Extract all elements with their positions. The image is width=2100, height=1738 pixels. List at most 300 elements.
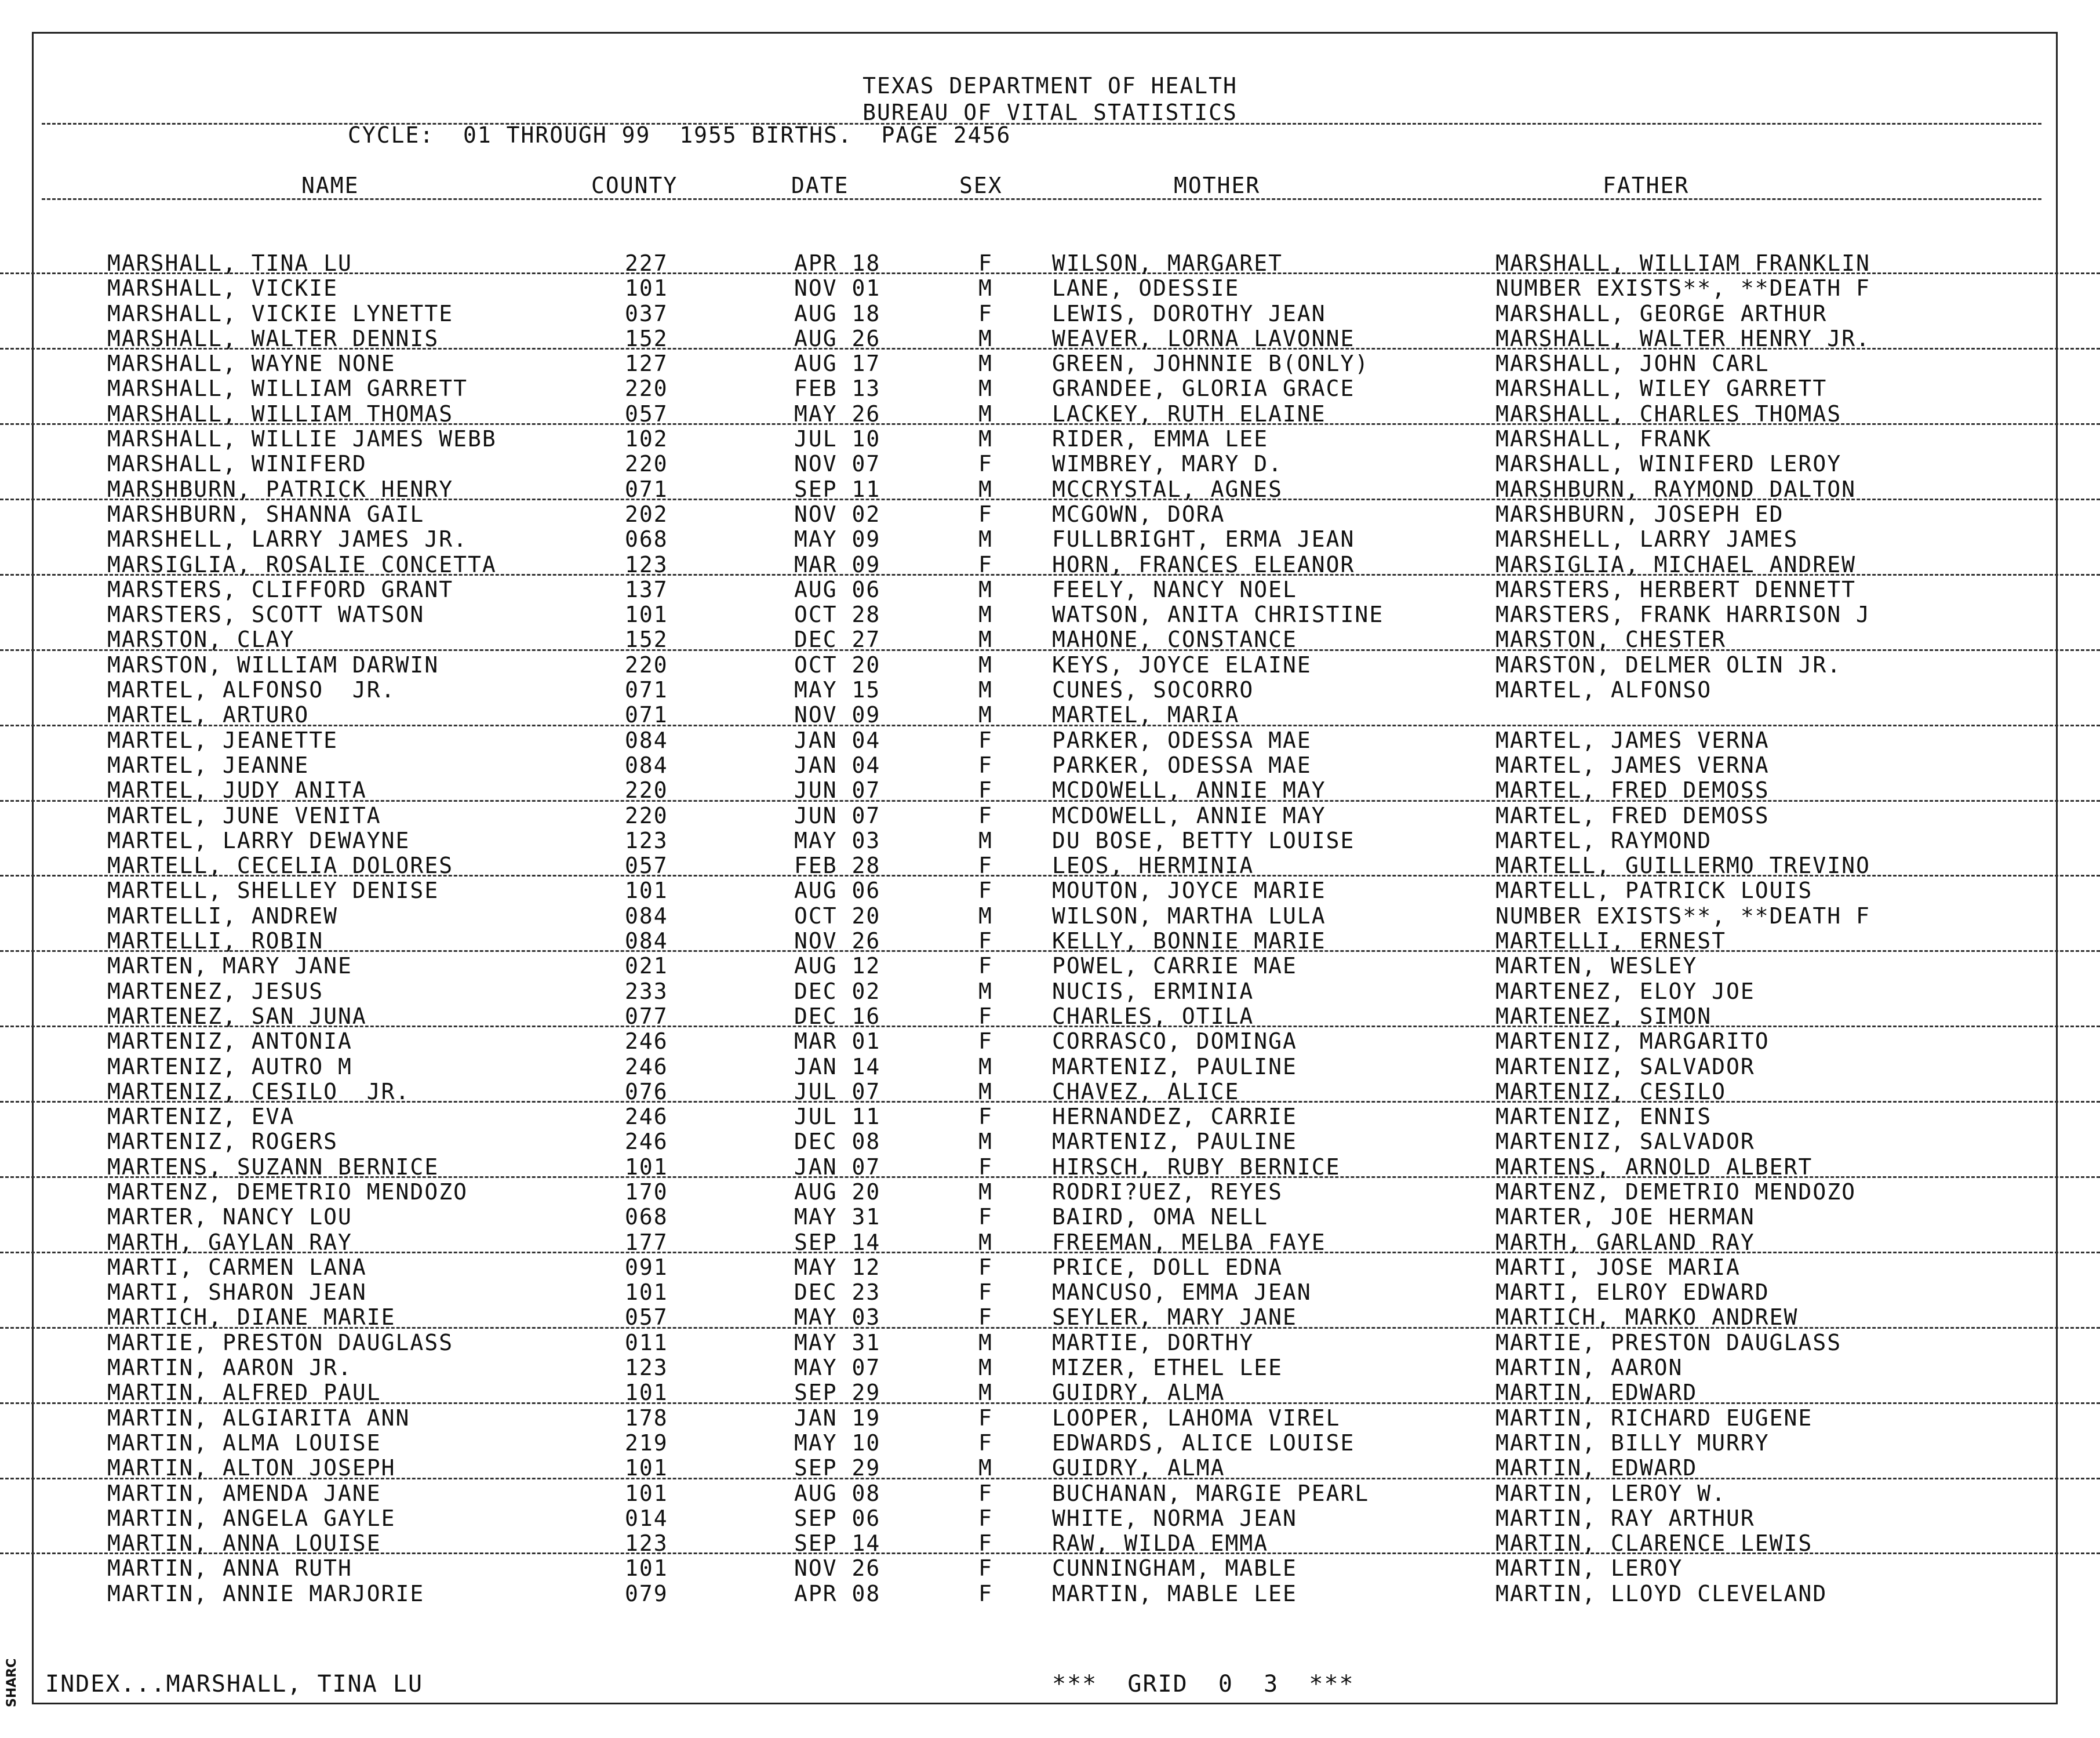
column-header-sex: SEX [959,173,1003,198]
cell-date: JUN 07 [794,802,881,828]
cell-mother: GREEN, JOHNNIE B(ONLY) [1052,351,1370,377]
cell-date: AUG 26 [794,325,881,351]
cell-mother: CUNNINGHAM, MABLE [1052,1555,1297,1581]
cell-mother: MCDOWELL, ANNIE MAY [1052,777,1326,803]
cell-date: MAY 09 [794,526,881,552]
cell-date: SEP 14 [794,1229,881,1255]
cell-mother: PARKER, ODESSA MAE [1052,727,1312,753]
cell-mother: MIZER, ETHEL LEE [1052,1355,1283,1381]
records-table [0,249,2100,1605]
cell-county: 084 [625,727,668,753]
cell-sex: M [978,677,993,703]
cell-name: MARSTERS, SCOTT WATSON [107,602,425,628]
cell-father: MARTENIZ, SALVADOR [1495,1053,1755,1079]
cell-county: 011 [625,1329,668,1355]
table-row [0,500,2100,525]
cell-county: 178 [625,1405,668,1431]
cell-sex: F [978,1405,993,1431]
cell-county: 101 [625,1154,668,1180]
cell-sex: F [978,953,993,979]
table-row [0,300,2100,325]
cell-sex: M [978,1380,993,1406]
cell-county: 137 [625,576,668,602]
cell-sex: M [978,576,993,602]
cell-name: MARTEL, JEANETTE [107,727,339,753]
table-row [0,1429,2100,1454]
cell-date: SEP 14 [794,1530,881,1557]
cell-county: 123 [625,1530,668,1557]
cell-sex: F [978,878,993,904]
cell-name: MARTIN, ANNA RUTH [107,1555,352,1581]
cell-date: DEC 08 [794,1129,881,1155]
cell-name: MARTENIZ, EVA [107,1104,295,1130]
cell-name: MARTELLI, ANDREW [107,903,339,929]
cell-sex: F [978,928,993,954]
cell-date: JAN 04 [794,752,881,778]
cell-name: MARTIN, ALTON JOSEPH [107,1455,396,1481]
cell-date: MAY 26 [794,401,881,427]
cell-date: DEC 23 [794,1279,881,1306]
cell-name: MARSHALL, TINA LU [107,250,352,276]
cell-date: MAY 03 [794,827,881,853]
cell-mother: CHAVEZ, ALICE [1052,1078,1240,1104]
cell-mother: EDWARDS, ALICE LOUISE [1052,1430,1355,1456]
cell-county: 123 [625,827,668,853]
department-title: TEXAS DEPARTMENT OF HEALTH [862,73,1238,99]
column-header-father: FATHER [1603,173,1690,198]
cell-mother: MARTIE, DORTHY [1052,1329,1254,1355]
cell-date: APR 18 [794,250,881,276]
table-row [0,852,2100,877]
table-row [0,1479,2100,1504]
cell-mother: GUIDRY, ALMA [1052,1380,1225,1406]
cell-sex: F [978,727,993,753]
cell-sex: F [978,1028,993,1055]
cell-father: MARTENIZ, CESILO [1495,1078,1727,1104]
cell-father: MARSHELL, LARRY JAMES [1495,526,1799,552]
cell-sex: F [978,250,993,276]
table-row [0,626,2100,653]
cell-father: MARTI, JOSE MARIA [1495,1254,1741,1280]
cell-father: MARSHALL, WALTER HENRY JR. [1495,325,1870,351]
cell-sex: F [978,1104,993,1130]
cell-name: MARTICH, DIANE MARIE [107,1304,396,1330]
cell-sex: F [978,1580,993,1606]
cell-father: MARTEL, FRED DEMOSS [1495,802,1770,828]
cell-date: FEB 28 [794,853,881,879]
cell-sex: M [978,526,993,552]
cell-date: MAY 12 [794,1254,881,1280]
cell-county: 076 [625,1078,668,1104]
cell-name: MARSTON, CLAY [107,627,295,653]
cell-father: MARSHBURN, RAYMOND DALTON [1495,476,1856,502]
cell-sex: F [978,853,993,879]
cell-date: JUL 07 [794,1078,881,1104]
cell-mother: SEYLER, MARY JANE [1052,1304,1297,1330]
cell-name: MARTIN, ALFRED PAUL [107,1380,381,1406]
table-row [0,1027,2100,1055]
cell-sex: F [978,752,993,778]
table-row [0,400,2100,425]
table-row [0,475,2100,500]
cell-name: MARTENZ, DEMETRIO MENDOZO [107,1179,468,1205]
cell-name: MARTEL, ALFONSO JR. [107,677,396,703]
column-header-county: COUNTY [591,173,678,198]
table-row [0,1504,2100,1529]
cell-county: 170 [625,1179,668,1205]
table-row [0,751,2100,776]
cell-mother: HERNANDEZ, CARRIE [1052,1104,1297,1130]
cell-sex: M [978,325,993,351]
cell-date: AUG 08 [794,1480,881,1506]
cell-sex: M [978,827,993,853]
table-row [0,1354,2100,1379]
cell-mother: NUCIS, ERMINIA [1052,978,1254,1004]
cell-county: 084 [625,752,668,778]
cell-father: MARTENEZ, SIMON [1495,1003,1712,1029]
cell-sex: F [978,1530,993,1557]
cell-sex: M [978,1229,993,1255]
cell-name: MARTEL, JUNE VENITA [107,802,381,828]
cell-father: MARTELLI, ERNEST [1495,928,1727,954]
cell-mother: MCGOWN, DORA [1052,501,1225,527]
cell-mother: PARKER, ODESSA MAE [1052,752,1312,778]
cell-father: MARSHALL, WILLIAM FRANKLIN [1495,250,1870,276]
cell-mother: MCCRYSTAL, AGNES [1052,476,1283,502]
cell-father: MARSTON, DELMER OLIN JR. [1495,652,1842,678]
cell-mother: MAHONE, CONSTANCE [1052,627,1297,653]
table-row [0,1103,2100,1128]
cell-name: MARTELL, SHELLEY DENISE [107,878,439,904]
cell-sex: M [978,1329,993,1355]
table-row [0,1529,2100,1557]
cell-name: MARSHALL, WILLIAM THOMAS [107,401,454,427]
cell-date: OCT 20 [794,652,881,678]
table-row [0,1303,2100,1328]
cell-county: 152 [625,627,668,653]
cell-mother: MARTENIZ, PAULINE [1052,1129,1297,1155]
cell-name: MARSTERS, CLIFFORD GRANT [107,576,454,602]
cell-mother: MOUTON, JOYCE MARIE [1052,878,1326,904]
cell-name: MARTENIZ, ANTONIA [107,1028,352,1055]
cell-father: MARSTERS, FRANK HARRISON J [1495,602,1870,628]
cell-county: 068 [625,526,668,552]
cell-sex: M [978,275,993,301]
table-row [0,977,2100,1002]
cell-name: MARTIE, PRESTON DAUGLASS [107,1329,454,1355]
table-row [0,726,2100,751]
cell-date: MAY 10 [794,1430,881,1456]
cell-date: OCT 20 [794,903,881,929]
cell-father: MARTI, ELROY EDWARD [1495,1279,1770,1306]
cell-father: MARTEL, ALFONSO [1495,677,1712,703]
cell-mother: KEYS, JOYCE ELAINE [1052,652,1312,678]
cell-mother: MANCUSO, EMMA JEAN [1052,1279,1312,1306]
cell-date: NOV 07 [794,451,881,477]
cell-sex: M [978,376,993,402]
cell-sex: M [978,1179,993,1205]
table-row [0,601,2100,626]
cell-county: 021 [625,953,668,979]
cell-date: JAN 14 [794,1053,881,1079]
cell-county: 220 [625,777,668,803]
table-row [0,1078,2100,1103]
cell-mother: DU BOSE, BETTY LOUISE [1052,827,1355,853]
cell-mother: WEAVER, LORNA LAVONNE [1052,325,1355,351]
cell-mother: POWEL, CARRIE MAE [1052,953,1297,979]
cell-county: 068 [625,1204,668,1230]
cell-sex: M [978,903,993,929]
cell-sex: F [978,551,993,577]
footer-grid: *** GRID 0 3 *** [1052,1671,1355,1697]
cell-name: MARSHBURN, PATRICK HENRY [107,476,454,502]
cell-date: AUG 18 [794,300,881,326]
cell-father: MARTENEZ, ELOY JOE [1495,978,1755,1004]
cell-father: MARSHALL, GEORGE ARTHUR [1495,300,1828,326]
cell-date: SEP 29 [794,1380,881,1406]
cell-county: 219 [625,1430,668,1456]
cell-date: JAN 19 [794,1405,881,1431]
cell-name: MARTIN, ANNA LOUISE [107,1530,381,1557]
cell-date: MAR 01 [794,1028,881,1055]
cell-county: 177 [625,1229,668,1255]
cell-date: NOV 02 [794,501,881,527]
cell-date: AUG 12 [794,953,881,979]
cell-father: MARSTON, CHESTER [1495,627,1727,653]
cell-county: 246 [625,1028,668,1055]
table-row [0,425,2100,450]
cell-date: JUL 11 [794,1104,881,1130]
cell-mother: CORRASCO, DOMINGA [1052,1028,1297,1055]
cell-name: MARSHALL, WILLIE JAMES WEBB [107,426,497,452]
cell-mother: KELLY, BONNIE MARIE [1052,928,1326,954]
cell-county: 246 [625,1053,668,1079]
cell-date: SEP 11 [794,476,881,502]
cell-county: 123 [625,1355,668,1381]
cell-county: 220 [625,802,668,828]
cell-name: MARTEL, JUDY ANITA [107,777,367,803]
table-row [0,450,2100,475]
cell-name: MARSHALL, VICKIE [107,275,339,301]
footer-index: INDEX...MARSHALL, TINA LU [45,1671,424,1697]
cell-father: MARSHALL, WILEY GARRETT [1495,376,1828,402]
cell-father: MARTIN, LEROY W. [1495,1480,1727,1506]
cell-name: MARTENIZ, ROGERS [107,1129,339,1155]
table-row [0,576,2100,601]
table-row [0,651,2100,676]
cell-date: DEC 16 [794,1003,881,1029]
cell-date: SEP 06 [794,1505,881,1531]
cell-mother: BAIRD, OMA NELL [1052,1204,1269,1230]
table-row [0,1002,2100,1027]
cell-father: MARSHALL, CHARLES THOMAS [1495,401,1842,427]
cell-father: MARSHALL, FRANK [1495,426,1712,452]
cell-name: MARTIN, ANNIE MARJORIE [107,1580,425,1606]
table-row [0,1128,2100,1155]
cell-name: MARTENEZ, JESUS [107,978,324,1004]
cell-date: JUN 07 [794,777,881,803]
cell-date: SEP 29 [794,1455,881,1481]
cell-father: MARTIN, LEROY [1495,1555,1683,1581]
cell-father: MARTELL, PATRICK LOUIS [1495,878,1813,904]
cell-sex: M [978,1129,993,1155]
cell-county: 220 [625,451,668,477]
cell-sex: F [978,1279,993,1306]
cell-county: 077 [625,1003,668,1029]
cell-county: 101 [625,1279,668,1306]
cell-father: MARTIN, RAY ARTHUR [1495,1505,1755,1531]
cell-county: 152 [625,325,668,351]
cell-mother: HIRSCH, RUBY BERNICE [1052,1154,1341,1180]
cell-father: MARTH, GARLAND RAY [1495,1229,1755,1255]
cell-county: 101 [625,1480,668,1506]
table-row [0,927,2100,952]
table-row [0,1404,2100,1429]
cell-county: 101 [625,275,668,301]
cell-sex: F [978,1003,993,1029]
cell-mother: WILSON, MARGARET [1052,250,1283,276]
cell-sex: M [978,702,993,728]
cell-father: MARTIN, RICHARD EUGENE [1495,1405,1813,1431]
cell-sex: M [978,602,993,628]
cell-name: MARTIN, ALGIARITA ANN [107,1405,410,1431]
table-row [0,1178,2100,1203]
table-row [0,374,2100,402]
table-row [0,551,2100,576]
table-row [0,274,2100,299]
cell-mother: CHARLES, OTILA [1052,1003,1254,1029]
cell-father: MARSIGLIA, MICHAEL ANDREW [1495,551,1856,577]
cell-mother: FEELY, NANCY NOEL [1052,576,1297,602]
cell-mother: RIDER, EMMA LEE [1052,426,1269,452]
bureau-title: BUREAU OF VITAL STATISTICS [862,100,1238,125]
cell-date: APR 08 [794,1580,881,1606]
cell-county: 084 [625,928,668,954]
cell-mother: FREEMAN, MELBA FAYE [1052,1229,1326,1255]
cell-mother: CUNES, SOCORRO [1052,677,1254,703]
cell-county: 071 [625,677,668,703]
cell-name: MARTELLI, ROBIN [107,928,324,954]
cell-father: MARTIN, LLOYD CLEVELAND [1495,1580,1828,1606]
cell-father: MARTEL, JAMES VERNA [1495,752,1770,778]
table-row [0,952,2100,977]
cell-date: FEB 13 [794,376,881,402]
cell-father: MARTIN, BILLY MURRY [1495,1430,1770,1456]
cell-sex: F [978,1480,993,1506]
cell-mother: WILSON, MARTHA LULA [1052,903,1326,929]
cell-father: MARTIE, PRESTON DAUGLASS [1495,1329,1842,1355]
margin-stamp: SHARC [5,1658,19,1707]
cell-name: MARTI, SHARON JEAN [107,1279,367,1306]
cell-father: NUMBER EXISTS**, **DEATH F [1495,903,1870,929]
cell-date: OCT 28 [794,602,881,628]
cell-sex: M [978,476,993,502]
cell-name: MARSHELL, LARRY JAMES JR. [107,526,468,552]
cell-father: MARTENIZ, SALVADOR [1495,1129,1755,1155]
cell-mother: BUCHANAN, MARGIE PEARL [1052,1480,1370,1506]
cell-sex: F [978,300,993,326]
cell-father: MARTIN, AARON [1495,1355,1683,1381]
table-row [0,1454,2100,1479]
cell-date: NOV 26 [794,928,881,954]
cell-date: DEC 02 [794,978,881,1004]
cell-mother: LACKEY, RUTH ELAINE [1052,401,1326,427]
cell-date: AUG 17 [794,351,881,377]
cell-name: MARTENEZ, SAN JUNA [107,1003,367,1029]
table-row [0,1379,2100,1404]
cell-sex: M [978,351,993,377]
cell-mother: RAW, WILDA EMMA [1052,1530,1269,1557]
table-row [0,902,2100,927]
cell-name: MARTENIZ, CESILO JR. [107,1078,410,1104]
cell-date: MAY 15 [794,677,881,703]
table-row [0,350,2100,377]
cell-sex: F [978,1204,993,1230]
cell-mother: LEOS, HERMINIA [1052,853,1254,879]
cell-sex: F [978,802,993,828]
cell-mother: LANE, ODESSIE [1052,275,1240,301]
cell-date: AUG 06 [794,576,881,602]
cell-name: MARTER, NANCY LOU [107,1204,352,1230]
cell-sex: F [978,1154,993,1180]
cell-county: 127 [625,351,668,377]
cell-name: MARTEN, MARY JANE [107,953,352,979]
cell-county: 101 [625,602,668,628]
cell-date: MAY 07 [794,1355,881,1381]
cell-sex: F [978,1555,993,1581]
cell-county: 037 [625,300,668,326]
cell-mother: WHITE, NORMA JEAN [1052,1505,1297,1531]
cell-sex: M [978,627,993,653]
cell-name: MARTIN, AMENDA JANE [107,1480,381,1506]
cell-county: 014 [625,1505,668,1531]
cell-date: JUL 10 [794,426,881,452]
table-row [0,701,2100,726]
table-row [0,249,2100,274]
cell-father: MARTEL, FRED DEMOSS [1495,777,1770,803]
cell-date: MAR 09 [794,551,881,577]
cell-date: DEC 27 [794,627,881,653]
table-row [0,877,2100,904]
table-row [0,1203,2100,1228]
cell-date: NOV 01 [794,275,881,301]
cell-father: MARTEN, WESLEY [1495,953,1698,979]
table-row [0,827,2100,852]
cell-mother: HORN, FRANCES ELEANOR [1052,551,1355,577]
cell-name: MARTH, GAYLAN RAY [107,1229,352,1255]
cell-name: MARTEL, LARRY DEWAYNE [107,827,410,853]
cell-county: 102 [625,426,668,452]
cell-father: MARTIN, EDWARD [1495,1455,1698,1481]
cell-sex: F [978,777,993,803]
cell-father: MARTIN, CLARENCE LEWIS [1495,1530,1813,1557]
cell-mother: WIMBREY, MARY D. [1052,451,1283,477]
cell-father: NUMBER EXISTS**, **DEATH F [1495,275,1870,301]
cell-father: MARTICH, MARKO ANDREW [1495,1304,1799,1330]
cell-father: MARSHBURN, JOSEPH ED [1495,501,1784,527]
cell-father: MARTEL, RAYMOND [1495,827,1712,853]
cell-father: MARSTERS, HERBERT DENNETT [1495,576,1856,602]
cell-county: 079 [625,1580,668,1606]
cell-date: MAY 31 [794,1204,881,1230]
table-row [0,776,2100,801]
cell-name: MARSHALL, VICKIE LYNETTE [107,300,454,326]
cell-mother: RODRI?UEZ, REYES [1052,1179,1283,1205]
cell-father: MARTER, JOE HERMAN [1495,1204,1755,1230]
cell-name: MARTENIZ, AUTRO M [107,1053,352,1079]
cell-mother: LOOPER, LAHOMA VIREL [1052,1405,1341,1431]
cell-name: MARTENS, SUZANN BERNICE [107,1154,439,1180]
